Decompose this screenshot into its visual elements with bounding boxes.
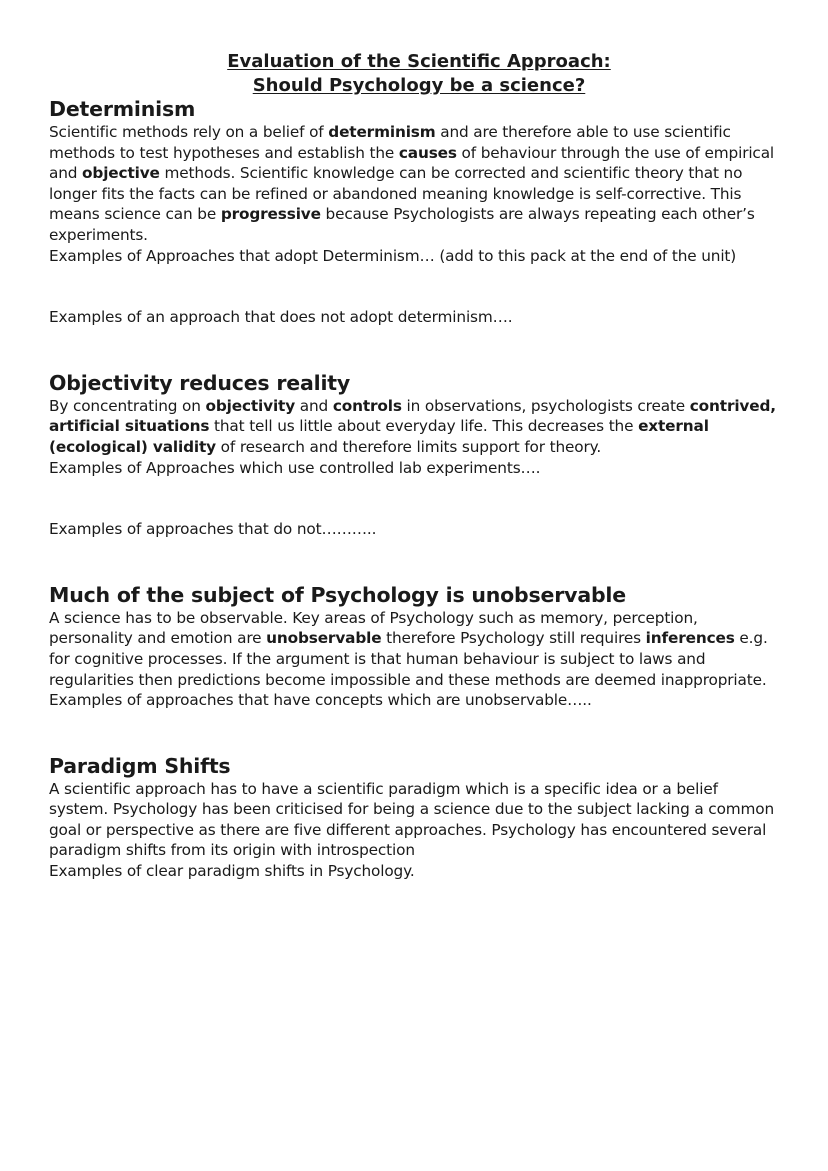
text-run: therefore Psychology still requires — [381, 629, 646, 648]
examples-prompt: Examples of approaches that have concepts which are unobservable….. — [49, 691, 592, 710]
bold-term: contrived, artificial situations — [49, 396, 776, 436]
text-run: Scientific methods rely on a belief of — [49, 123, 329, 141]
examples-prompt: Examples of clear paradigm shifts in Psychology. — [49, 862, 415, 881]
section-heading: Much of the subject of Psychology is unobservable — [49, 582, 626, 607]
section-objectivity — [49, 370, 777, 540]
section-unobservable — [49, 582, 777, 711]
section-paragraph — [49, 396, 777, 458]
examples-prompt: Examples of Approaches which use controlled lab experiments…. — [49, 458, 541, 477]
section-heading: Paradigm Shifts — [49, 753, 231, 778]
text-run: e.g. for cognitive processes. If the argument is that human behaviour is subject to laws and regularities then predictions become impossible and these methods are deemed inappropriate. — [49, 629, 768, 689]
bold-term: unobservable — [266, 629, 382, 648]
counter-examples-prompt: Examples of approaches that do not……….. — [49, 520, 377, 539]
text-run: and are therefore able to use scientific methods to test hypotheses and establish the — [49, 123, 731, 162]
bold-term: progressive — [220, 205, 321, 224]
document-page — [49, 50, 777, 882]
section-heading: Determinism — [49, 97, 196, 121]
section-determinism — [49, 96, 777, 328]
bold-term: determinism — [328, 123, 436, 141]
text-run: methods. Scientific knowledge can be corrected and scientific theory that no longer fits the facts can be refined or abandoned meaning knowledge is self-corrective. This means science can be — [49, 164, 743, 224]
text-run: that tell us little about everyday life. This decreases the — [209, 417, 639, 436]
counter-examples-prompt: Examples of an approach that does not adopt determinism…. — [49, 308, 513, 327]
bold-term: external (ecological) validity — [49, 417, 709, 456]
bold-term: inferences — [645, 629, 735, 648]
bold-term: objectivity — [205, 396, 296, 415]
bold-term: objective — [82, 164, 160, 183]
title-line-1: Evaluation of the Scientific Approach: — [227, 51, 611, 72]
text-run: and — [295, 396, 333, 415]
text-run: of research and therefore limits support for theory. — [215, 437, 602, 456]
section-heading: Objectivity reduces reality — [49, 370, 351, 395]
section-paragraph — [49, 608, 777, 690]
examples-prompt: Examples of Approaches that adopt Determinism… (add to this pack at the end of the unit) — [49, 246, 737, 265]
bold-term: causes — [398, 143, 457, 162]
document-title — [49, 50, 777, 98]
text-run: of behaviour through the use of empirical and — [49, 143, 775, 183]
section-paragraph — [49, 122, 777, 246]
text-run: By concentrating on — [49, 396, 206, 415]
title-line-2: Should Psychology be a science? — [252, 75, 586, 96]
text-run: in observations, psychologists create — [401, 396, 690, 415]
section-paragraph: A scientific approach has to have a scientific paradigm which is a specific idea or a belief system. Psychology has been criticised for being a science due to the subject lacking a common goal or perspective as there are five different approaches. Psychology has encountered several paradigm shifts from its origin with introspection — [49, 779, 775, 860]
text-run: because Psychologists are always repeating each other’s experiments. — [49, 205, 755, 244]
text-run: A science has to be observable. Key areas of Psychology such as memory, perception, personality and emotion are — [49, 608, 698, 648]
section-paradigm — [49, 753, 777, 882]
bold-term: controls — [332, 396, 402, 415]
